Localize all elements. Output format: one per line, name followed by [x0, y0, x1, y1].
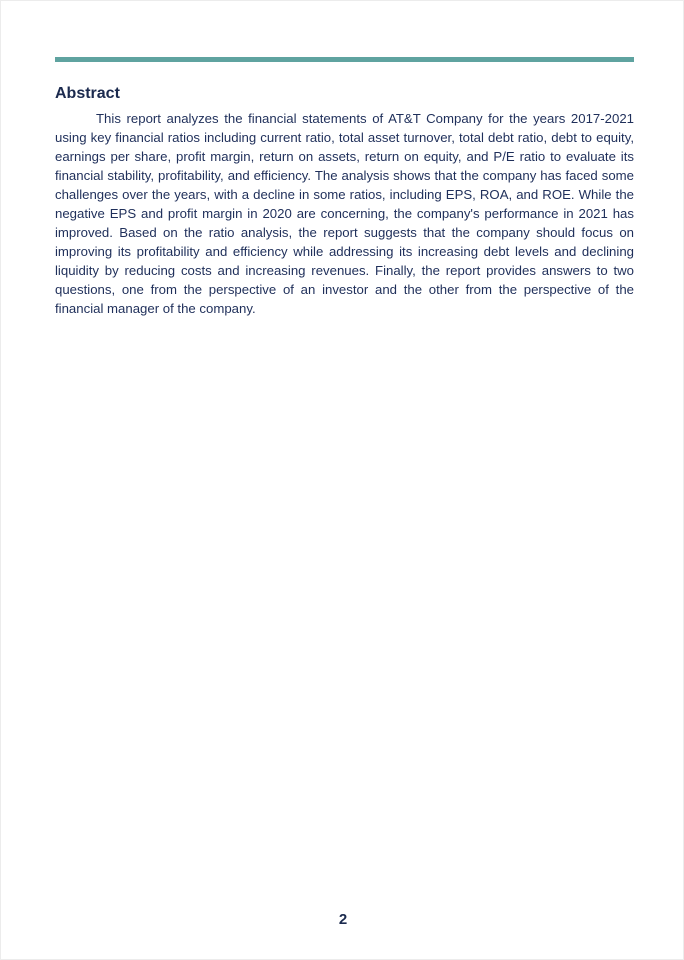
abstract-paragraph: This report analyzes the financial statements of AT&T Company for the years 2017-2021 using key financial ratios including current ratio, total asset turnover, total debt ratio, debt to equity, earnings per share, profit margin, return on assets, return on equity, and P/E ratio to evaluate its financial stability, profitability, and efficiency. The analysis shows that the company has faced some challenges over the years, with a decline in some ratios, including EPS, ROA, and ROE. While the negative EPS and profit margin in 2020 are concerning, the company's performance in 2021 has improved. Based on the ratio analysis, the report suggests that the company should focus on improving its profitability and efficiency while addressing its increasing debt levels and declining liquidity by reducing costs and increasing revenues. Finally, the report provides answers to two questions, one from the perspective of an investor and the other from the perspective of the financial manager of the company. — [55, 111, 634, 316]
header-rule — [55, 57, 634, 62]
section-heading: Abstract — [55, 85, 120, 102]
page-number: 2 — [338, 911, 348, 928]
